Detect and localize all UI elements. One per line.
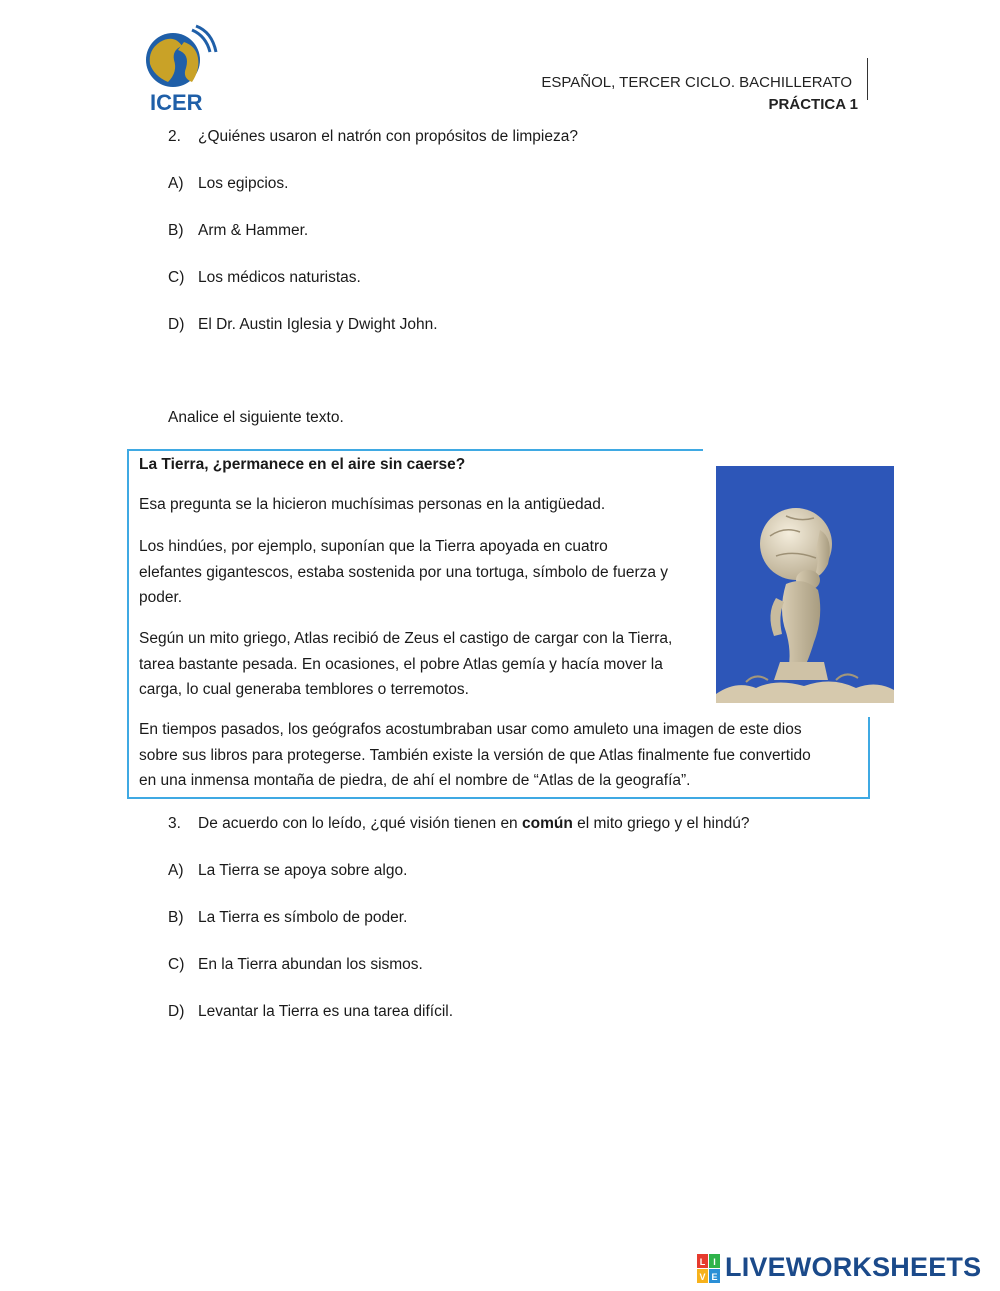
atlas-statue-icon	[716, 466, 894, 703]
reading-box-border-left	[127, 449, 129, 799]
atlas-statue-image	[716, 466, 894, 703]
emphasis-word: común	[522, 815, 573, 832]
practice-label: PRÁCTICA 1	[768, 96, 858, 113]
question-3: 3. De acuerdo con lo leído, ¿qué visión tienen en común el mito griego y el hindú?	[168, 815, 750, 832]
liveworksheets-logo-icon	[697, 1254, 721, 1284]
reading-title: La Tierra, ¿permanece en el aire sin caerse?	[139, 456, 466, 473]
course-title: ESPAÑOL, TERCER CICLO. BACHILLERATO	[541, 74, 852, 91]
reading-paragraph-1: Esa pregunta se la hicieron muchísimas personas en la antigüedad.	[139, 496, 606, 513]
svg-text:E: E	[711, 1272, 718, 1282]
instruction-text: Analice el siguiente texto.	[168, 409, 344, 426]
reading-paragraph-4: En tiempos pasados, los geógrafos acostumbraban usar como amuleto una imagen de este dios sobre sus libros para protegerse. También existe la versión de que Atlas finalmente fue convertido en una inmensa montaña de piedra, de ahí el nombre de “Atlas de la geografía”.	[139, 721, 811, 789]
option-2a[interactable]: A) Los egipcios.	[168, 175, 289, 192]
liveworksheets-brand: LIVEWORKSHEETS	[725, 1252, 982, 1282]
option-3c[interactable]: C) En la Tierra abundan los sismos.	[168, 956, 423, 973]
svg-text:V: V	[699, 1272, 706, 1282]
reading-paragraph-2: Los hindúes, por ejemplo, suponían que la Tierra apoyada en cuatro elefantes gigantescos, estaba sostenida por una tortuga, símbolo de fuerza y poder.	[139, 538, 669, 606]
reading-box-border-right	[868, 717, 870, 799]
option-3d[interactable]: D) Levantar la Tierra es una tarea difícil.	[168, 1003, 454, 1020]
svg-text:I: I	[713, 1257, 716, 1267]
logo-wordmark: ICER	[150, 90, 203, 115]
reading-box-border-top	[128, 449, 703, 451]
question-number: 2.	[168, 128, 181, 145]
option-2b[interactable]: B) Arm & Hammer.	[168, 222, 309, 239]
header-divider	[867, 58, 868, 100]
option-2c[interactable]: C) Los médicos naturistas.	[168, 269, 361, 286]
question-2	[168, 128, 578, 146]
question-text: ¿Quiénes usaron el natrón con propósitos de limpieza?	[198, 128, 578, 145]
option-2d[interactable]: D) El Dr. Austin Iglesia y Dwight John.	[168, 316, 438, 333]
question-number: 3.	[168, 815, 181, 832]
reading-box-border-bottom	[127, 797, 870, 799]
option-3b[interactable]: B) La Tierra es símbolo de poder.	[168, 909, 408, 926]
reading-paragraph-3: Según un mito griego, Atlas recibió de Zeus el castigo de cargar con la Tierra, tarea bastante pesada. En ocasiones, el pobre Atlas gemía y hacía mover la carga, lo cual generaba temblores o terremotos.	[139, 630, 673, 698]
option-3a[interactable]: A) La Tierra se apoya sobre algo.	[168, 862, 408, 879]
svg-text:L: L	[699, 1257, 706, 1267]
